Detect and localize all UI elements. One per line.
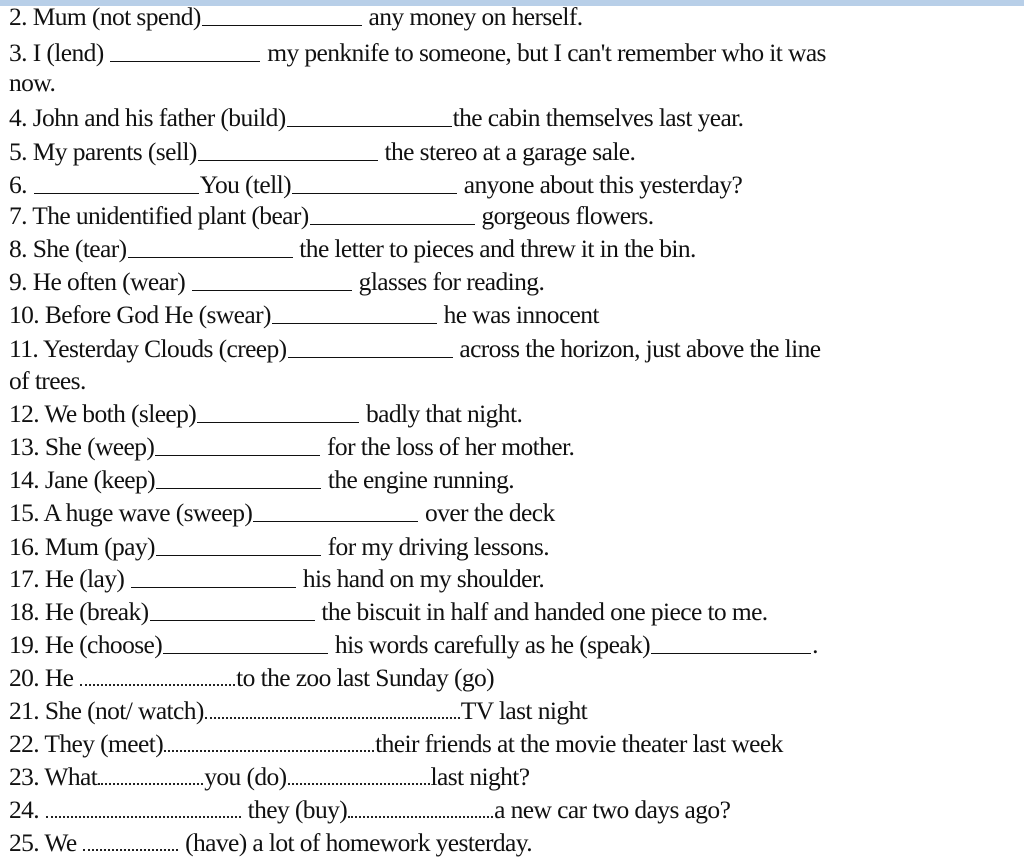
exercise-text: he was innocent [437,300,599,329]
exercise-text: You (tell) [199,170,291,199]
exercise-line [9,2,583,32]
exercise-text: 20. He [9,663,80,692]
exercise-line [9,498,555,528]
exercise-text: 19. He (choose) [9,630,163,659]
exercise-text: TV last night [460,696,588,725]
exercise-text: a new car two days ago? [494,795,731,824]
answer-blank [310,224,475,225]
exercise-line [9,267,544,297]
answer-blank [288,357,453,358]
exercise-line [9,300,599,330]
exercise-text: 3. I (lend) [9,38,110,67]
exercise-text: 2. Mum (not spend) [9,2,201,31]
exercise-line [9,432,574,462]
exercise-text: 12. We both (sleep) [9,399,197,428]
exercise-text: glasses for reading. [352,267,545,296]
exercise-text: the engine running. [322,465,515,494]
exercise-text: over the deck [419,498,555,527]
exercise-text: (have) a lot of homework yesterday. [179,828,533,857]
answer-blank [253,521,418,522]
exercise-text: now. [9,68,56,97]
exercise-text: 10. Before God He (swear) [9,300,271,329]
exercise-line [9,630,818,660]
exercise-text: my penknife to someone, but I can't remember who it was [261,38,826,67]
exercise-text: gorgeous flowers. [475,201,654,230]
exercise-line [9,366,86,396]
exercise-text: 14. Jane (keep) [9,465,156,494]
exercise-text: 5. My parents (sell) [9,137,197,166]
exercise-text: 15. A huge wave (sweep) [9,498,253,527]
exercise-text: 16. Mum (pay) [9,532,155,561]
exercise-text: the biscuit in half and handed one piece to me. [315,597,768,626]
answer-blank [202,25,362,26]
exercise-text: 6. [9,170,33,199]
exercise-text: 18. He (break) [9,597,149,626]
exercise-text: his hand on my shoulder. [297,564,545,593]
answer-dotted-blank [348,816,493,818]
answer-dotted-blank [83,849,178,851]
answer-blank [155,455,320,456]
exercise-text: the letter to pieces and threw it in the bin. [293,234,696,263]
exercise-text: 4. John and his father (build) [9,103,286,132]
exercise-text: 23. What [9,762,98,791]
exercise-text: for the loss of her mother. [321,432,575,461]
answer-blank [287,126,452,127]
exercise-text: 7. The unidentified plant (bear) [9,201,309,230]
exercise-text: 24. [9,795,45,824]
exercise-line [9,828,532,858]
answer-blank [651,653,811,654]
exercise-line [9,729,783,759]
exercise-line [9,68,55,98]
exercise-text: . [812,630,818,659]
exercise-text: for my driving lessons. [321,532,550,561]
exercise-text: the cabin themselves last year. [452,103,744,132]
answer-blank [150,620,315,621]
answer-blank [198,160,378,161]
exercise-line [9,38,826,68]
exercise-line [9,137,635,167]
answer-blank [34,193,199,194]
exercise-line [9,564,544,594]
exercise-line [9,663,494,693]
exercise-line [9,201,654,231]
exercise-line [9,532,549,562]
exercise-text: anyone about this yesterday? [458,170,743,199]
answer-blank [292,193,457,194]
answer-blank [272,323,437,324]
answer-blank [156,488,321,489]
answer-blank [131,587,296,588]
exercise-text: badly that night. [360,399,523,428]
exercise-text: you (do) [204,762,287,791]
exercise-text: 17. He (lay) [9,564,131,593]
exercise-line [9,334,820,364]
exercise-text: across the horizon, just above the line [453,334,821,363]
exercise-line [9,597,768,627]
answer-dotted-blank [98,783,203,785]
answer-blank [197,422,359,423]
answer-blank [110,61,260,62]
exercise-text: 11. Yesterday Clouds (creep) [9,334,287,363]
answer-dotted-blank [80,684,235,686]
answer-dotted-blank [164,750,374,752]
exercise-text: his words carefully as he (speak) [329,630,651,659]
exercise-text: 9. He often (wear) [9,267,191,296]
exercise-text: they (buy) [241,795,348,824]
exercise-text: 22. They (meet) [9,729,164,758]
exercise-text: any money on herself. [362,2,583,31]
exercise-line [9,234,696,264]
answer-blank [192,290,352,291]
answer-blank [163,653,328,654]
answer-dotted-blank [46,816,241,818]
exercise-text: last night? [430,762,530,791]
answer-blank [128,257,293,258]
answer-dotted-blank [288,783,430,785]
exercise-text: of trees. [9,366,86,395]
exercise-line [9,465,514,495]
exercise-line [9,399,522,429]
exercise-line [9,762,529,792]
exercise-line [9,795,730,825]
exercise-line [9,696,587,726]
exercise-text: 25. We [9,828,83,857]
exercise-text: to the zoo last Sunday (go) [236,663,495,692]
answer-dotted-blank [205,717,460,719]
exercise-text: the stereo at a garage sale. [378,137,636,166]
exercise-text: 21. She (not/ watch) [9,696,204,725]
exercise-text: 8. She (tear) [9,234,127,263]
exercise-text: their friends at the movie theater last week [375,729,783,758]
exercise-text: 13. She (weep) [9,432,155,461]
exercise-line [9,103,743,133]
exercise-line [9,170,742,200]
answer-blank [156,555,321,556]
